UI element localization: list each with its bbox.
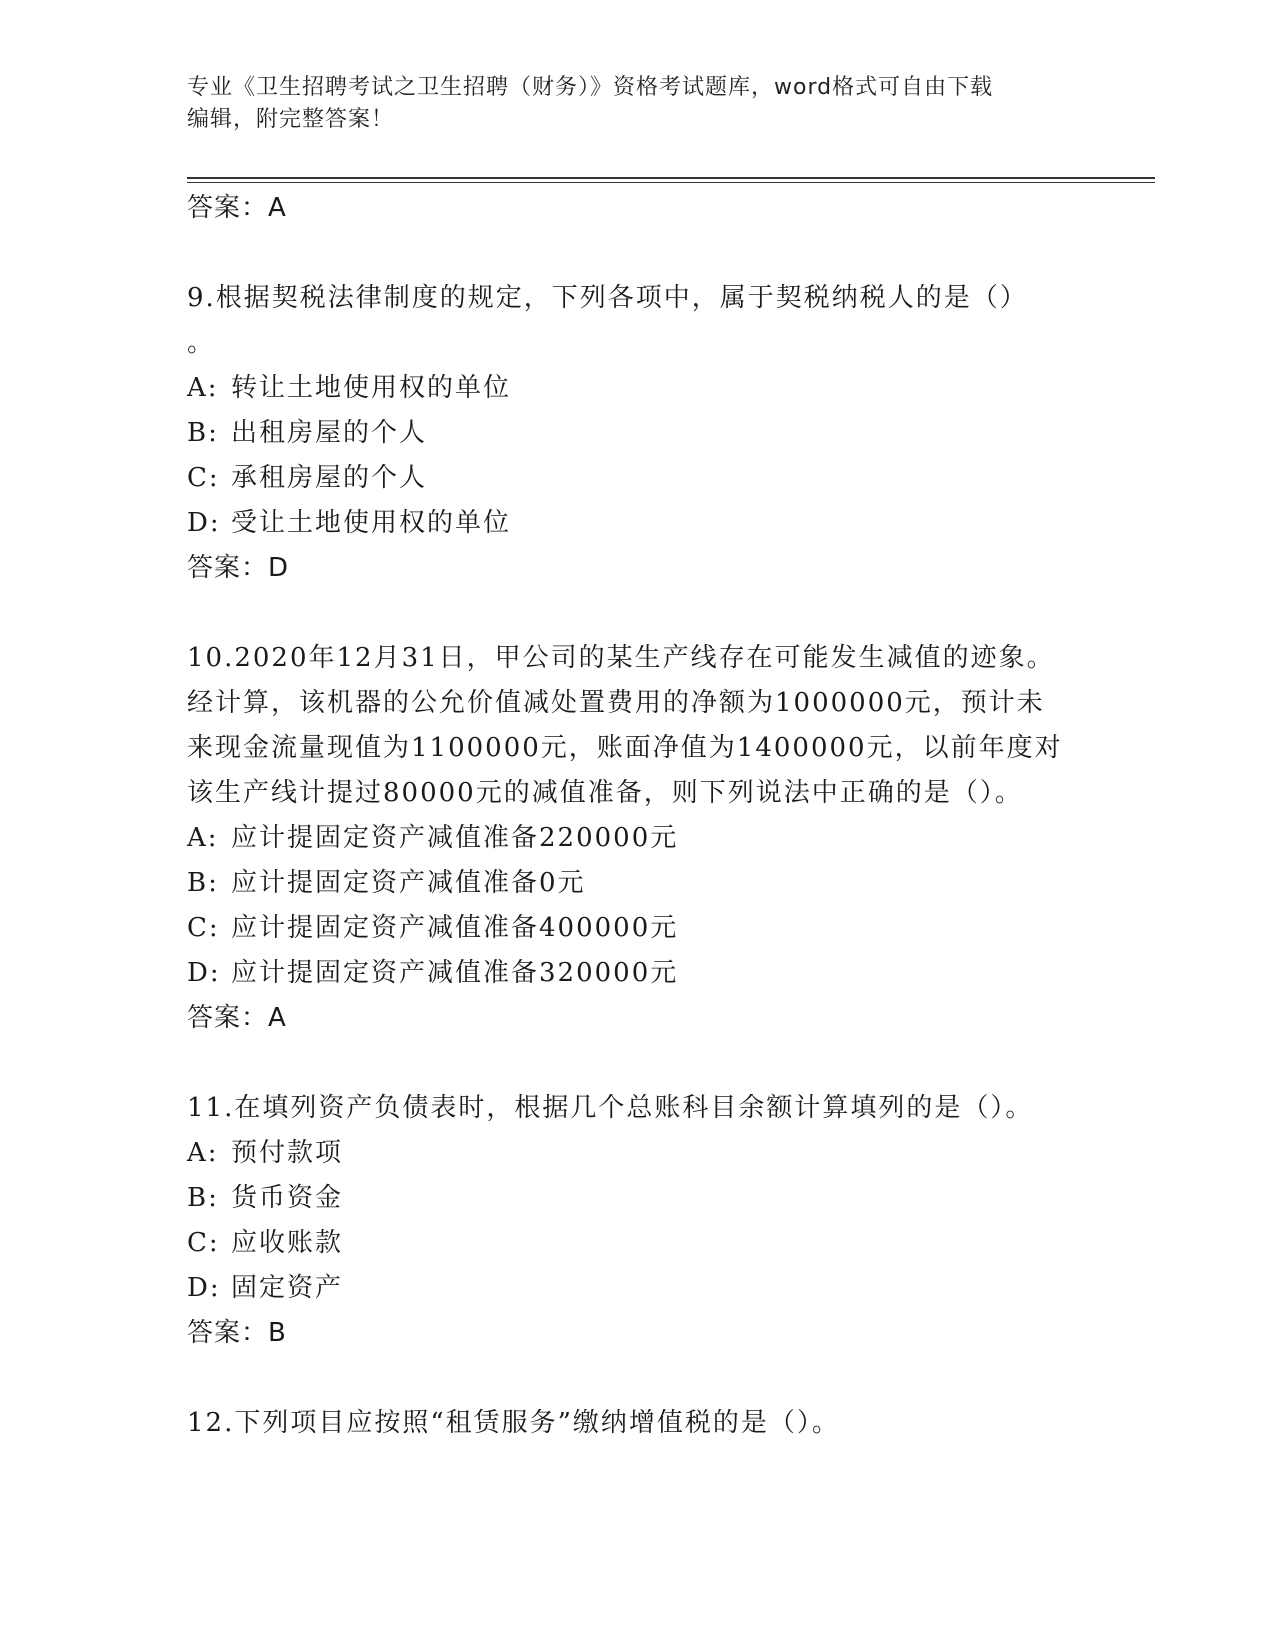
question-11 (187, 1086, 1087, 1356)
option-text: 应计提固定资产减值准备320000元 (231, 958, 679, 988)
option-d (187, 1266, 1087, 1311)
question-12 (187, 1401, 1087, 1446)
option-text: 应计提固定资产减值准备0元 (231, 868, 586, 898)
option-text: 承租房屋的个人 (231, 463, 428, 493)
answer-line: 答案：A (187, 1003, 287, 1033)
option-a (187, 816, 1087, 861)
option-text: 转让土地使用权的单位 (231, 373, 512, 403)
header-rule (187, 177, 1155, 179)
option-b (187, 861, 1087, 906)
stem-line: 12.下列项目应按照“租赁服务”缴纳增值税的是（）。 (187, 1408, 840, 1438)
option-d (187, 951, 1087, 996)
stem-line: 11.在填列资产负债表时，根据几个总账科目余额计算填列的是（）。 (187, 1093, 1034, 1123)
stem-line: 。 (187, 328, 216, 358)
option-text: 固定资产 (231, 1273, 344, 1303)
page-header (187, 72, 1087, 136)
header-line-2: 编辑，附完整答案！ (187, 107, 395, 132)
stem-line: 该生产线计提过80000元的减值准备，则下列说法中正确的是（）。 (187, 778, 1023, 808)
option-letter: B: (187, 418, 219, 448)
spacer (187, 1041, 1087, 1086)
option-d (187, 501, 1087, 546)
question-stem (187, 276, 1087, 366)
question-stem (187, 1401, 1087, 1446)
option-text: 应收账款 (231, 1228, 344, 1258)
option-letter: C: (187, 463, 220, 493)
header-line-1: 专业《卫生招聘考试之卫生招聘（财务）》资格考试题库，word格式可自由下载 (187, 75, 994, 100)
option-b (187, 411, 1087, 456)
stem-line: 9.根据契税法律制度的规定，下列各项中，属于契税纳税人的是（） (187, 283, 1028, 313)
option-c (187, 456, 1087, 501)
option-letter: B: (187, 1183, 219, 1213)
option-letter: B: (187, 868, 219, 898)
option-c (187, 906, 1087, 951)
option-a (187, 366, 1087, 411)
stem-line: 经计算，该机器的公允价值减处置费用的净额为1000000元，预计未 (187, 688, 1045, 718)
option-b (187, 1176, 1087, 1221)
question-content (187, 186, 1087, 1446)
answer-line: 答案：D (187, 553, 290, 583)
option-letter: D: (187, 508, 221, 538)
spacer (187, 1356, 1087, 1401)
header-rule-thin (187, 182, 1155, 183)
question-10 (187, 636, 1087, 1041)
option-letter: A: (187, 373, 219, 403)
spacer (187, 231, 1087, 276)
spacer (187, 591, 1087, 636)
option-letter: A: (187, 823, 219, 853)
option-text: 货币资金 (231, 1183, 344, 1213)
option-text: 应计提固定资产减值准备220000元 (231, 823, 679, 853)
question-9 (187, 276, 1087, 591)
option-letter: D: (187, 958, 221, 988)
stem-line: 来现金流量现值为1100000元，账面净值为1400000元，以前年度对 (187, 733, 1063, 763)
option-letter: A: (187, 1138, 219, 1168)
option-text: 应计提固定资产减值准备400000元 (231, 913, 679, 943)
answer-line: 答案：B (187, 1318, 287, 1348)
stem-line: 10.2020年12月31日，甲公司的某生产线存在可能发生减值的迹象。 (187, 643, 1055, 673)
option-letter: C: (187, 1228, 220, 1258)
option-c (187, 1221, 1087, 1266)
option-letter: C: (187, 913, 220, 943)
previous-answer: 答案：A (187, 193, 287, 223)
option-text: 预付款项 (231, 1138, 344, 1168)
question-stem (187, 1086, 1087, 1131)
option-text: 受让土地使用权的单位 (231, 508, 512, 538)
option-letter: D: (187, 1273, 221, 1303)
option-text: 出租房屋的个人 (231, 418, 428, 448)
question-stem (187, 636, 1087, 816)
option-a (187, 1131, 1087, 1176)
